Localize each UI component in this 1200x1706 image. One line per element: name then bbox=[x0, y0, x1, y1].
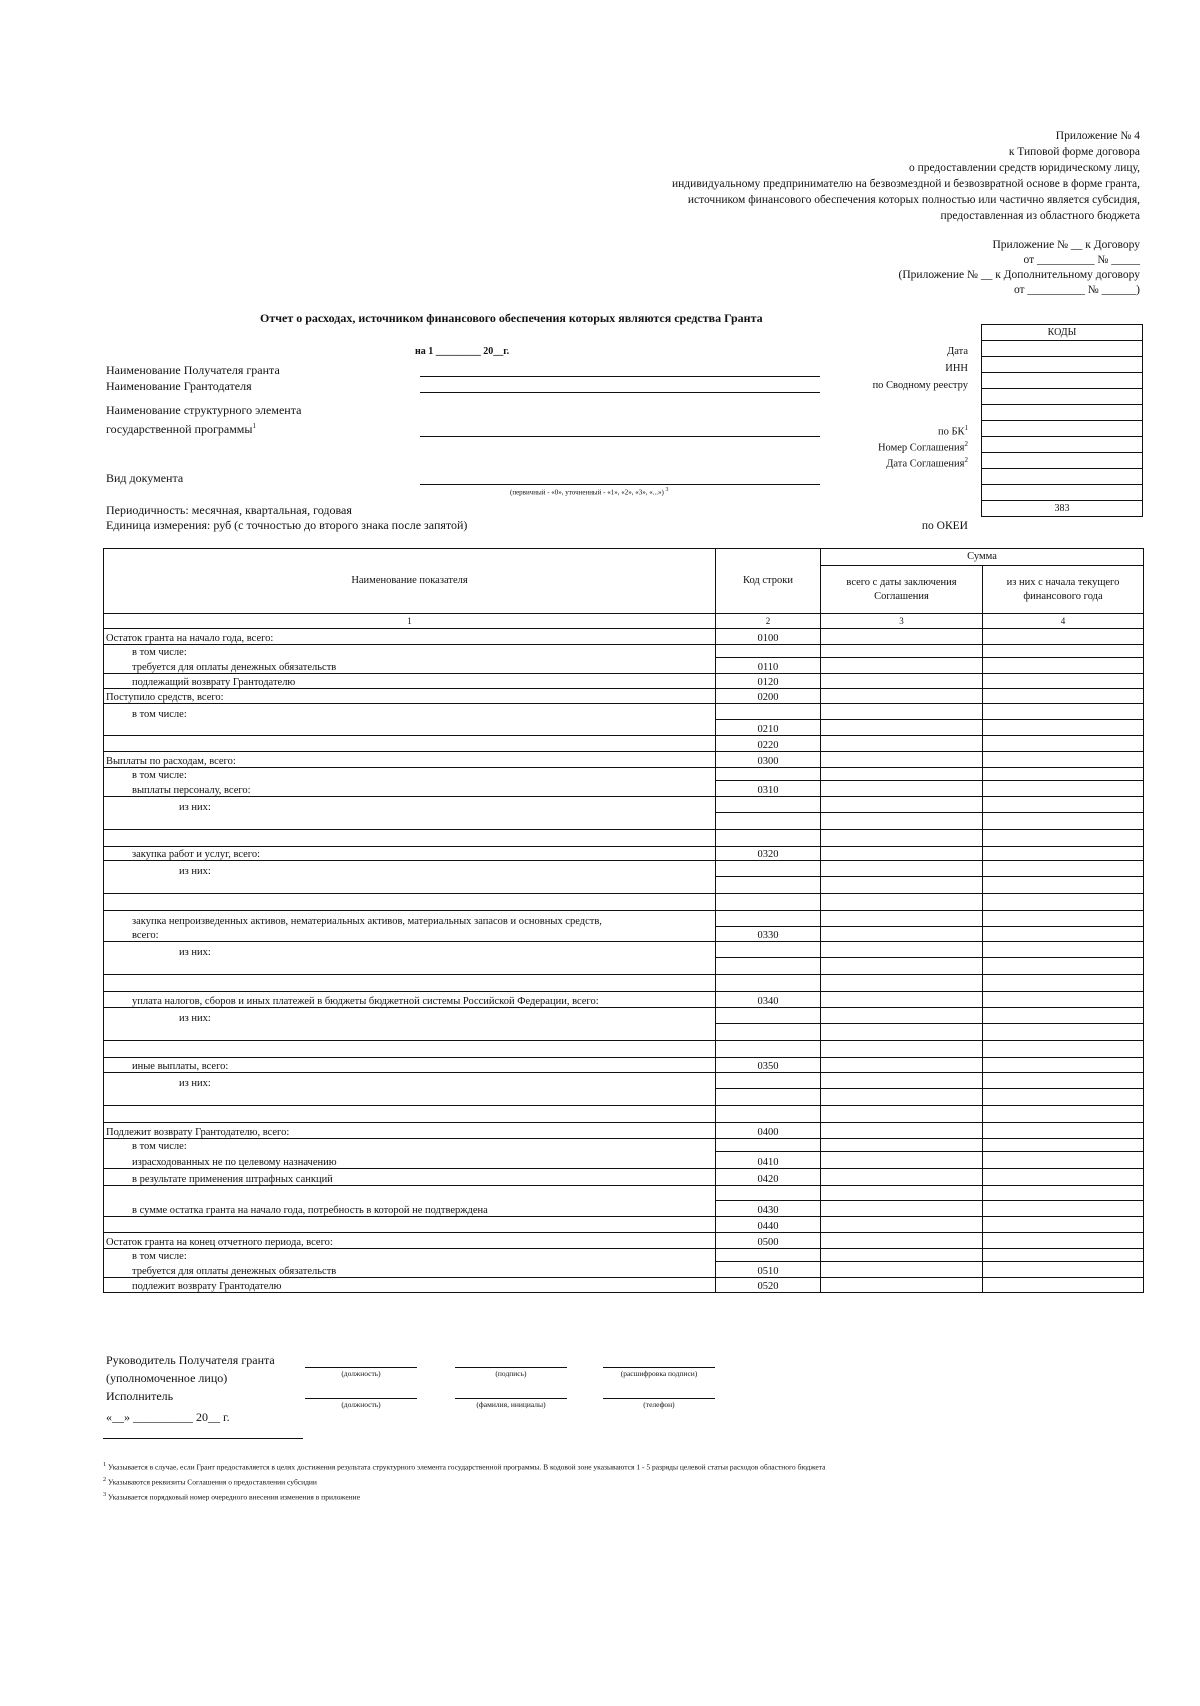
table-row bbox=[104, 877, 1144, 894]
footnote-ref: 2 bbox=[964, 456, 968, 464]
cell-total[interactable] bbox=[821, 658, 983, 674]
table-row bbox=[104, 1262, 1144, 1278]
row-code: 0120 bbox=[716, 674, 821, 689]
cell-year[interactable] bbox=[983, 877, 1144, 894]
cell-total[interactable] bbox=[821, 1217, 983, 1233]
row-code: 0100 bbox=[716, 629, 821, 645]
row-code bbox=[716, 1139, 821, 1152]
cell-total[interactable] bbox=[821, 1123, 983, 1139]
row-name bbox=[104, 1041, 716, 1058]
sign-signature[interactable]: (подпись) bbox=[455, 1367, 567, 1378]
table-body bbox=[104, 629, 1144, 1293]
code-bk[interactable] bbox=[982, 405, 1143, 421]
row-code bbox=[716, 1089, 821, 1106]
cell-total[interactable] bbox=[821, 1152, 983, 1169]
cell-total[interactable] bbox=[821, 674, 983, 689]
row-name: иные выплаты, всего: bbox=[104, 1058, 716, 1073]
table-row bbox=[104, 1201, 1144, 1217]
cell-total[interactable] bbox=[821, 629, 983, 645]
header-line: источником финансового обеспечения которых полностью или частично является субсидия, bbox=[687, 194, 1140, 206]
cell-year[interactable] bbox=[983, 1073, 1144, 1089]
row-code: 0320 bbox=[716, 847, 821, 861]
cell-year[interactable] bbox=[983, 629, 1144, 645]
struct-label-1: Наименование структурного элемента bbox=[106, 403, 302, 417]
exec-position[interactable]: (должность) bbox=[305, 1398, 417, 1409]
table-row bbox=[104, 674, 1144, 689]
row-name: в результате применения штрафных санкций bbox=[104, 1169, 716, 1186]
cell-year[interactable] bbox=[983, 645, 1144, 658]
cell-year[interactable] bbox=[983, 958, 1144, 975]
row-name bbox=[104, 830, 716, 847]
recipient-label: Наименование Получателя гранта bbox=[106, 363, 280, 377]
cell-total[interactable] bbox=[821, 1024, 983, 1041]
table-row bbox=[104, 797, 1144, 813]
struct-label-2-text: государственной программы bbox=[106, 422, 253, 436]
cell-total[interactable] bbox=[821, 942, 983, 958]
row-name: уплата налогов, сборов и иных платежей в бюджеты бюджетной системы Российской Федерации, всего: bbox=[104, 992, 716, 1008]
table-row bbox=[104, 813, 1144, 830]
cell-year[interactable] bbox=[983, 752, 1144, 768]
row-code: 0330 bbox=[716, 927, 821, 942]
table-row bbox=[104, 1278, 1144, 1293]
cell-year[interactable] bbox=[983, 1217, 1144, 1233]
report-title: Отчет о расходах, источником финансового обеспечения которых являются средства Гранта bbox=[260, 311, 763, 325]
cell-year[interactable] bbox=[983, 1123, 1144, 1139]
row-code: 0440 bbox=[716, 1217, 821, 1233]
cell-total[interactable] bbox=[821, 1169, 983, 1186]
cell-total[interactable] bbox=[821, 1249, 983, 1262]
row-code bbox=[716, 704, 821, 720]
cell-year[interactable] bbox=[983, 1233, 1144, 1249]
row-code bbox=[716, 975, 821, 992]
col-num-4: 4 bbox=[983, 614, 1144, 629]
cell-total[interactable] bbox=[821, 927, 983, 942]
table-row bbox=[104, 1041, 1144, 1058]
row-code bbox=[716, 911, 821, 927]
cell-total[interactable] bbox=[821, 768, 983, 781]
table-row bbox=[104, 1233, 1144, 1249]
row-code: 0510 bbox=[716, 1262, 821, 1278]
row-name: в том числе: bbox=[104, 1139, 716, 1152]
row-code bbox=[716, 861, 821, 877]
codes-box bbox=[981, 324, 1143, 517]
cell-total[interactable] bbox=[821, 704, 983, 720]
table-row bbox=[104, 736, 1144, 752]
footnote-ref: 1 bbox=[252, 422, 256, 430]
doctype-field[interactable] bbox=[420, 484, 820, 485]
row-name bbox=[104, 958, 716, 975]
row-code bbox=[716, 768, 821, 781]
col-header-sum: Сумма bbox=[821, 549, 1144, 566]
code-date[interactable] bbox=[982, 341, 1143, 357]
row-name: подлежащий возврату Грантодателю bbox=[104, 674, 716, 689]
table-row bbox=[104, 1123, 1144, 1139]
code-okei: 383 bbox=[982, 501, 1143, 517]
label-date: Дата bbox=[947, 346, 968, 357]
cell-year[interactable] bbox=[983, 1278, 1144, 1293]
row-name: всего: bbox=[104, 927, 716, 942]
row-code bbox=[716, 1073, 821, 1089]
periodicity: Периодичность: месячная, квартальная, годовая bbox=[106, 503, 352, 517]
label-agreement-date bbox=[886, 456, 968, 470]
cell-year[interactable] bbox=[983, 781, 1144, 797]
label-bk-text: по БК bbox=[937, 426, 965, 438]
row-code: 0310 bbox=[716, 781, 821, 797]
unit-of-measure: Единица измерения: руб (с точностью до второго знака после запятой) bbox=[106, 518, 468, 532]
cell-year[interactable] bbox=[983, 1152, 1144, 1169]
cell-year[interactable] bbox=[983, 1139, 1144, 1152]
cell-total[interactable] bbox=[821, 830, 983, 847]
footnote-text: Указываются реквизиты Соглашения о предоставлении субсидии bbox=[108, 1477, 317, 1487]
row-name: из них: bbox=[104, 942, 716, 958]
cell-year[interactable] bbox=[983, 689, 1144, 704]
cell-total[interactable] bbox=[821, 1139, 983, 1152]
report-table bbox=[103, 548, 1144, 1293]
doctype-hint-text: (первичный - «0», уточненный - «1», «2», «3», «...») bbox=[510, 488, 664, 497]
row-name: Подлежит возврату Грантодателю, всего: bbox=[104, 1123, 716, 1139]
row-code: 0220 bbox=[716, 736, 821, 752]
cell-total[interactable] bbox=[821, 1089, 983, 1106]
row-name: подлежит возврату Грантодателю bbox=[104, 1278, 716, 1293]
table-row bbox=[104, 1024, 1144, 1041]
grantor-label: Наименование Грантодателя bbox=[106, 379, 252, 393]
struct-label-2 bbox=[106, 422, 256, 437]
row-code bbox=[716, 942, 821, 958]
row-name bbox=[104, 736, 716, 752]
footnote-sup: 1 bbox=[103, 1461, 107, 1468]
row-name bbox=[104, 1217, 716, 1233]
label-inn: ИНН bbox=[945, 363, 968, 374]
table-row bbox=[104, 720, 1144, 736]
table-row bbox=[104, 689, 1144, 704]
row-code bbox=[716, 813, 821, 830]
row-code: 0430 bbox=[716, 1201, 821, 1217]
row-name: закупка работ и услуг, всего: bbox=[104, 847, 716, 861]
row-name bbox=[104, 1089, 716, 1106]
row-code bbox=[716, 1249, 821, 1262]
row-code: 0200 bbox=[716, 689, 821, 704]
report-date-line: на 1 _________ 20__г. bbox=[415, 346, 510, 357]
code-agreement-date[interactable] bbox=[982, 437, 1143, 453]
cell-total[interactable] bbox=[821, 1262, 983, 1278]
table-row bbox=[104, 781, 1144, 797]
head-label-2: (уполномоченное лицо) bbox=[106, 1371, 228, 1385]
cell-year[interactable] bbox=[983, 658, 1144, 674]
header-line: индивидуальному предпринимателю на безвозмездной и безвозвратной основе в форме гранта, bbox=[672, 178, 1140, 190]
table-row bbox=[104, 1008, 1144, 1024]
sign-date[interactable]: «__» __________ 20__ г. bbox=[106, 1410, 230, 1424]
cell-year[interactable] bbox=[983, 992, 1144, 1008]
appendix-line: Приложение № __ к Договору bbox=[992, 239, 1140, 251]
footnote-ref: 1 bbox=[964, 424, 968, 432]
row-code: 0210 bbox=[716, 720, 821, 736]
table-row bbox=[104, 958, 1144, 975]
col-header-year: из них с начала текущего финансового года bbox=[983, 566, 1144, 614]
cell-total[interactable] bbox=[821, 1041, 983, 1058]
row-name: в том числе: bbox=[104, 1249, 716, 1262]
row-code bbox=[716, 1106, 821, 1123]
appendix-line: от __________ № ______) bbox=[1013, 284, 1140, 296]
cell-total[interactable] bbox=[821, 813, 983, 830]
table-row bbox=[104, 752, 1144, 768]
row-name: требуется для оплаты денежных обязательств bbox=[104, 658, 716, 674]
cell-year[interactable] bbox=[983, 1249, 1144, 1262]
cell-total[interactable] bbox=[821, 877, 983, 894]
row-code bbox=[716, 894, 821, 911]
struct-field[interactable] bbox=[420, 436, 820, 437]
row-name: Поступило средств, всего: bbox=[104, 689, 716, 704]
row-name: выплаты персоналу, всего: bbox=[104, 781, 716, 797]
doctype-label: Вид документа bbox=[106, 471, 184, 485]
cell-year[interactable] bbox=[983, 830, 1144, 847]
cell-year[interactable] bbox=[983, 1169, 1144, 1186]
code-inn[interactable] bbox=[982, 357, 1143, 373]
row-code bbox=[716, 830, 821, 847]
cell-year[interactable] bbox=[983, 813, 1144, 830]
table-row bbox=[104, 658, 1144, 674]
executor-label: Исполнитель bbox=[106, 1389, 174, 1403]
label-agreement-date-text: Дата Соглашения bbox=[886, 458, 965, 470]
header-line: о предоставлении средств юридическому лицу, bbox=[908, 162, 1140, 174]
table-row bbox=[104, 847, 1144, 861]
row-code: 0520 bbox=[716, 1278, 821, 1293]
row-code: 0340 bbox=[716, 992, 821, 1008]
cell-total[interactable] bbox=[821, 1106, 983, 1123]
cell-year[interactable] bbox=[983, 1089, 1144, 1106]
cell-year[interactable] bbox=[983, 1262, 1144, 1278]
footnote-1 bbox=[103, 1461, 825, 1472]
footnote-3 bbox=[103, 1491, 360, 1502]
cell-year[interactable] bbox=[983, 1058, 1144, 1073]
table-row bbox=[104, 830, 1144, 847]
table-row bbox=[104, 1152, 1144, 1169]
header-line: предоставленная из областного бюджета bbox=[940, 210, 1140, 222]
row-code: 0350 bbox=[716, 1058, 821, 1073]
footnote-divider bbox=[103, 1438, 303, 1439]
cell-year[interactable] bbox=[983, 1201, 1144, 1217]
cell-year[interactable] bbox=[983, 797, 1144, 813]
col-num-2: 2 bbox=[716, 614, 821, 629]
cell-year[interactable] bbox=[983, 847, 1144, 861]
header-line: Приложение № 4 bbox=[1055, 130, 1140, 142]
cell-year[interactable] bbox=[983, 1024, 1144, 1041]
row-code bbox=[716, 1186, 821, 1201]
cell-year[interactable] bbox=[983, 768, 1144, 781]
row-code bbox=[716, 1041, 821, 1058]
exec-phone[interactable]: (телефон) bbox=[603, 1398, 715, 1409]
cell-year[interactable] bbox=[983, 1041, 1144, 1058]
table-row bbox=[104, 1169, 1144, 1186]
table-row bbox=[104, 1249, 1144, 1262]
cell-year[interactable] bbox=[983, 674, 1144, 689]
cell-year[interactable] bbox=[983, 1106, 1144, 1123]
col-header-total: всего с даты заключения Соглашения bbox=[821, 566, 983, 614]
cell-year[interactable] bbox=[983, 720, 1144, 736]
appendix-header bbox=[440, 128, 1140, 224]
code-registry[interactable] bbox=[982, 373, 1143, 389]
cell-total[interactable] bbox=[821, 1233, 983, 1249]
label-agreement-no-text: Номер Соглашения bbox=[877, 442, 965, 454]
row-name bbox=[104, 720, 716, 736]
col-num-1: 1 bbox=[104, 614, 716, 629]
exec-fio[interactable]: (фамилия, инициалы) bbox=[455, 1398, 567, 1409]
cell-total[interactable] bbox=[821, 781, 983, 797]
label-registry: по Сводному реестру bbox=[872, 380, 968, 391]
row-name: в том числе: bbox=[104, 645, 716, 658]
footnote-sup: 3 bbox=[103, 1491, 107, 1498]
cell-year[interactable] bbox=[983, 927, 1144, 942]
cell-year[interactable] bbox=[983, 911, 1144, 927]
cell-total[interactable] bbox=[821, 720, 983, 736]
table-row bbox=[104, 894, 1144, 911]
table-row bbox=[104, 1089, 1144, 1106]
row-name: в том числе: bbox=[104, 704, 716, 720]
row-name: в том числе: bbox=[104, 768, 716, 781]
row-name: Остаток гранта на конец отчетного периода, всего: bbox=[104, 1233, 716, 1249]
appendix-line: от __________ № _____ bbox=[1023, 254, 1140, 266]
cell-year[interactable] bbox=[983, 704, 1144, 720]
grantor-field[interactable] bbox=[420, 392, 820, 393]
row-code: 0500 bbox=[716, 1233, 821, 1249]
row-name: израсходованных не по целевому назначению bbox=[104, 1152, 716, 1169]
cell-year[interactable] bbox=[983, 1186, 1144, 1201]
cell-year[interactable] bbox=[983, 975, 1144, 992]
cell-total[interactable] bbox=[821, 645, 983, 658]
label-bk bbox=[938, 424, 968, 438]
row-code: 0410 bbox=[716, 1152, 821, 1169]
code-periodicity[interactable] bbox=[982, 485, 1143, 501]
row-name: из них: bbox=[104, 861, 716, 877]
table-row bbox=[104, 975, 1144, 992]
cell-total[interactable] bbox=[821, 958, 983, 975]
row-name bbox=[104, 1024, 716, 1041]
cell-total[interactable] bbox=[821, 1073, 983, 1089]
cell-total[interactable] bbox=[821, 847, 983, 861]
col-header-name: Наименование показателя bbox=[104, 549, 716, 614]
table-row bbox=[104, 992, 1144, 1008]
row-code bbox=[716, 797, 821, 813]
sign-decoding[interactable]: (расшифровка подписи) bbox=[603, 1367, 715, 1378]
table-row bbox=[104, 927, 1144, 942]
appendix-line: (Приложение № __ к Дополнительному договору bbox=[898, 269, 1140, 281]
row-name bbox=[104, 813, 716, 830]
row-code bbox=[716, 645, 821, 658]
table-row bbox=[104, 1139, 1144, 1152]
table-row bbox=[104, 911, 1144, 927]
footnote-2 bbox=[103, 1476, 317, 1487]
row-name: в сумме остатка гранта на начало года, потребность в которой не подтверждена bbox=[104, 1201, 716, 1217]
cell-total[interactable] bbox=[821, 689, 983, 704]
cell-total[interactable] bbox=[821, 911, 983, 927]
row-name: Выплаты по расходам, всего: bbox=[104, 752, 716, 768]
doctype-hint bbox=[510, 487, 668, 496]
cell-total[interactable] bbox=[821, 894, 983, 911]
footnote-text: Указывается порядковый номер очередного внесения изменения в приложение bbox=[108, 1492, 361, 1502]
code-spacer bbox=[982, 389, 1143, 405]
row-name: из них: bbox=[104, 797, 716, 813]
cell-year[interactable] bbox=[983, 861, 1144, 877]
row-code bbox=[716, 1024, 821, 1041]
cell-total[interactable] bbox=[821, 752, 983, 768]
table-row bbox=[104, 1058, 1144, 1073]
contract-appendix bbox=[899, 238, 1140, 298]
row-code bbox=[716, 958, 821, 975]
col-header-code: Код строки bbox=[716, 549, 821, 614]
cell-total[interactable] bbox=[821, 736, 983, 752]
code-doctype[interactable] bbox=[982, 453, 1143, 469]
code-spacer bbox=[982, 469, 1143, 485]
footnote-ref: 2 bbox=[964, 440, 968, 448]
cell-year[interactable] bbox=[983, 894, 1144, 911]
row-code bbox=[716, 1008, 821, 1024]
row-name bbox=[104, 894, 716, 911]
cell-year[interactable] bbox=[983, 942, 1144, 958]
row-name: требуется для оплаты денежных обязательств bbox=[104, 1262, 716, 1278]
cell-total[interactable] bbox=[821, 992, 983, 1008]
table-row bbox=[104, 1073, 1144, 1089]
table-row bbox=[104, 1106, 1144, 1123]
label-agreement-no bbox=[878, 440, 968, 454]
code-agreement-no[interactable] bbox=[982, 421, 1143, 437]
cell-year[interactable] bbox=[983, 1008, 1144, 1024]
table-row bbox=[104, 629, 1144, 645]
sign-position[interactable]: (должность) bbox=[305, 1367, 417, 1378]
cell-total[interactable] bbox=[821, 975, 983, 992]
row-code: 0300 bbox=[716, 752, 821, 768]
cell-total[interactable] bbox=[821, 1186, 983, 1201]
table-row bbox=[104, 704, 1144, 720]
codes-header: КОДЫ bbox=[982, 325, 1143, 341]
row-name: из них: bbox=[104, 1073, 716, 1089]
table-row bbox=[104, 1186, 1144, 1201]
col-num-3: 3 bbox=[821, 614, 983, 629]
cell-total[interactable] bbox=[821, 1008, 983, 1024]
row-name bbox=[104, 1106, 716, 1123]
row-code bbox=[716, 877, 821, 894]
table-row bbox=[104, 645, 1144, 658]
head-label-1: Руководитель Получателя гранта bbox=[106, 1353, 275, 1367]
row-name bbox=[104, 877, 716, 894]
label-okei: по ОКЕИ bbox=[921, 520, 968, 532]
table-row bbox=[104, 768, 1144, 781]
cell-total[interactable] bbox=[821, 1278, 983, 1293]
table-row bbox=[104, 942, 1144, 958]
footnote-sup: 2 bbox=[103, 1476, 107, 1483]
cell-total[interactable] bbox=[821, 1201, 983, 1217]
row-name bbox=[104, 975, 716, 992]
footnote-ref: 3 bbox=[665, 487, 669, 493]
row-name: закупка непроизведенных активов, нематериальных активов, материальных запасов и основных средств, bbox=[104, 911, 716, 927]
row-name bbox=[104, 1186, 716, 1201]
footnote-text: Указывается в случае, если Грант предоставляется в целях достижения результата структурного элемента государственной программы. В кодовой зоне указываются 1 - 5 разряды целевой статьи расходов областного бюджета bbox=[108, 1462, 826, 1472]
row-name: из них: bbox=[104, 1008, 716, 1024]
cell-total[interactable] bbox=[821, 797, 983, 813]
cell-year[interactable] bbox=[983, 736, 1144, 752]
row-code: 0110 bbox=[716, 658, 821, 674]
table-row bbox=[104, 861, 1144, 877]
row-name: Остаток гранта на начало года, всего: bbox=[104, 629, 716, 645]
cell-total[interactable] bbox=[821, 1058, 983, 1073]
row-code: 0400 bbox=[716, 1123, 821, 1139]
header-line: к Типовой форме договора bbox=[1008, 146, 1140, 158]
table-row bbox=[104, 1217, 1144, 1233]
recipient-field[interactable] bbox=[420, 376, 820, 377]
cell-total[interactable] bbox=[821, 861, 983, 877]
row-code: 0420 bbox=[716, 1169, 821, 1186]
